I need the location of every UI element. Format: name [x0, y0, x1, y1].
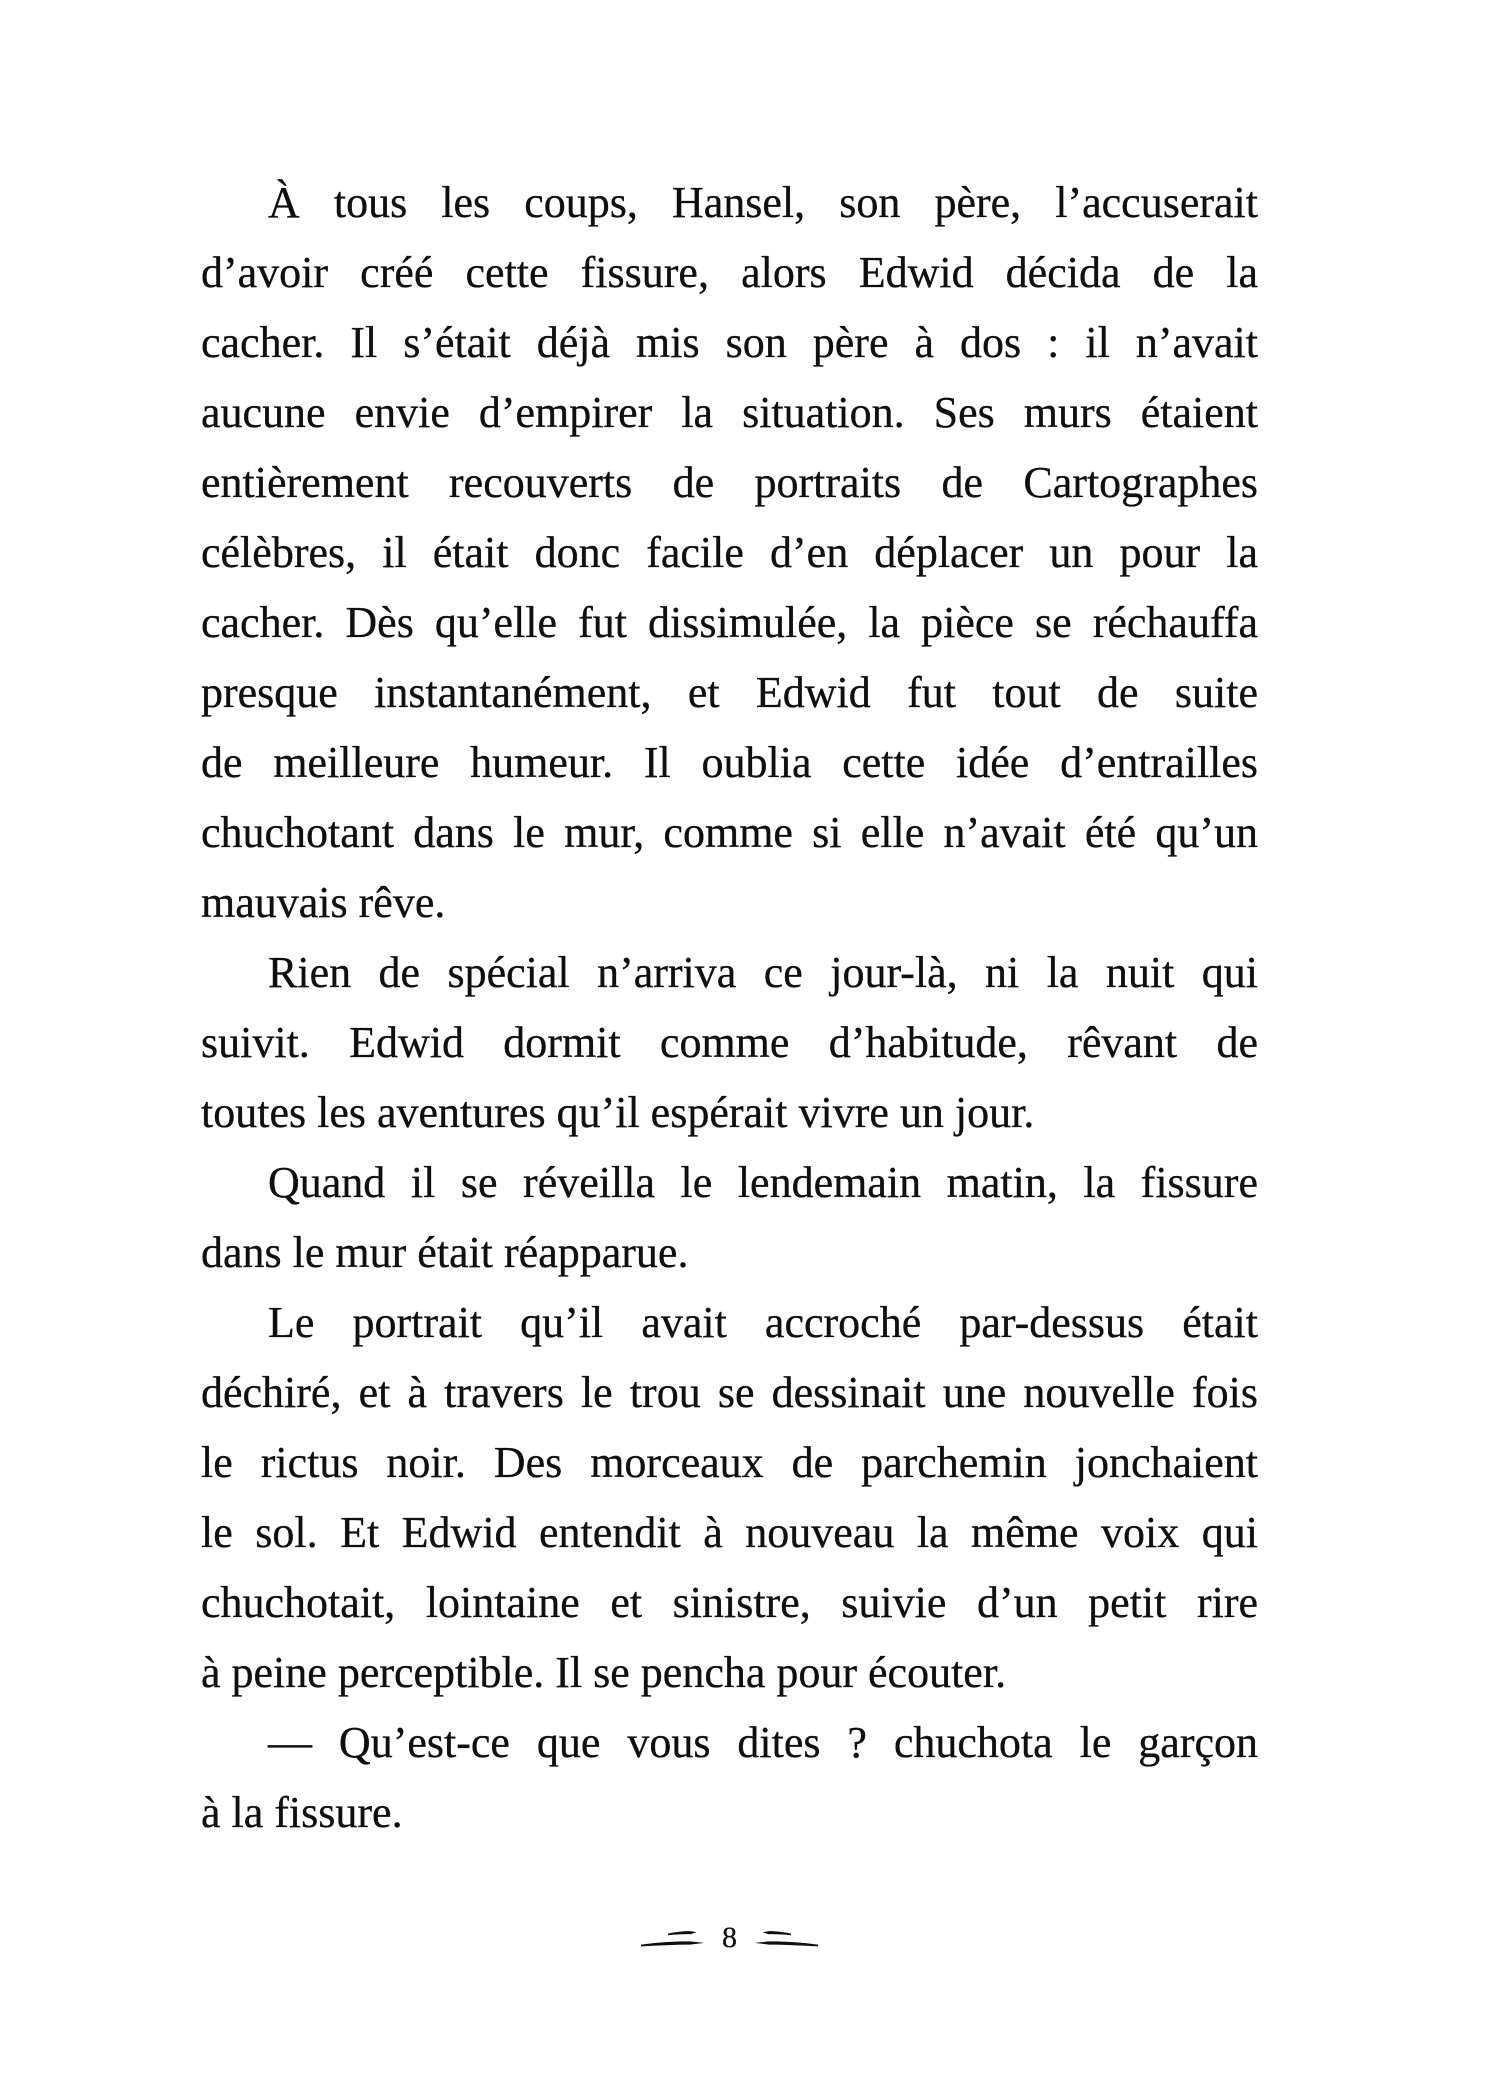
text-line: déchiré, et à travers le trou se dessinait une nouvelle fois	[201, 1368, 1258, 1417]
paragraph	[201, 168, 1258, 938]
text-line: cacher. Dès qu’elle fut dissimulée, la pièce se réchauffa	[201, 598, 1258, 647]
text-line: célèbres, il était donc facile d’en déplacer un pour la	[201, 528, 1258, 577]
text-line: entièrement recouverts de portraits de Cartographes	[201, 458, 1258, 507]
page-number: 8	[722, 1921, 737, 1954]
text-line: toutes les aventures qu’il espérait vivre un jour.	[201, 1088, 1035, 1137]
text-line: cacher. Il s’était déjà mis son père à dos : il n’avait	[201, 318, 1258, 367]
paragraph	[201, 1708, 1258, 1848]
text-line: le sol. Et Edwid entendit à nouveau la même voix qui	[201, 1508, 1258, 1557]
text-line: à peine perceptible. Il se pencha pour écouter.	[201, 1648, 1007, 1697]
text-line: suivit. Edwid dormit comme d’habitude, rêvant de	[201, 1018, 1258, 1067]
text-line: à la fissure.	[201, 1788, 403, 1837]
paragraph	[201, 1288, 1258, 1708]
text-line: chuchotant dans le mur, comme si elle n’avait été qu’un	[201, 808, 1258, 857]
body-text	[201, 168, 1258, 1848]
text-line: dans le mur était réapparue.	[201, 1228, 689, 1277]
text-line: d’avoir créé cette fissure, alors Edwid décida de la	[201, 248, 1258, 297]
flourish-left-icon	[641, 1927, 705, 1949]
page-footer	[201, 1920, 1258, 1956]
text-line: presque instantanément, et Edwid fut tout de suite	[201, 668, 1258, 717]
text-line: de meilleure humeur. Il oublia cette idée d’entrailles	[201, 738, 1258, 787]
text-line: chuchotait, lointaine et sinistre, suivie d’un petit rire	[201, 1578, 1258, 1627]
text-line: aucune envie d’empirer la situation. Ses murs étaient	[201, 388, 1258, 437]
paragraph	[201, 938, 1258, 1148]
text-line: le rictus noir. Des morceaux de parchemin jonchaient	[201, 1438, 1258, 1487]
text-line: Le portrait qu’il avait accroché par-dessus était	[268, 1298, 1258, 1347]
text-line: mauvais rêve.	[201, 878, 446, 927]
text-line: Rien de spécial n’arriva ce jour-là, ni la nuit qui	[268, 948, 1258, 997]
text-line: — Qu’est-ce que vous dites ? chuchota le garçon	[268, 1718, 1258, 1767]
text-line: Quand il se réveilla le lendemain matin, la fissure	[268, 1158, 1258, 1207]
text-line: À tous les coups, Hansel, son père, l’accuserait	[268, 178, 1258, 227]
paragraph	[201, 1148, 1258, 1288]
flourish-right-icon	[754, 1927, 818, 1949]
